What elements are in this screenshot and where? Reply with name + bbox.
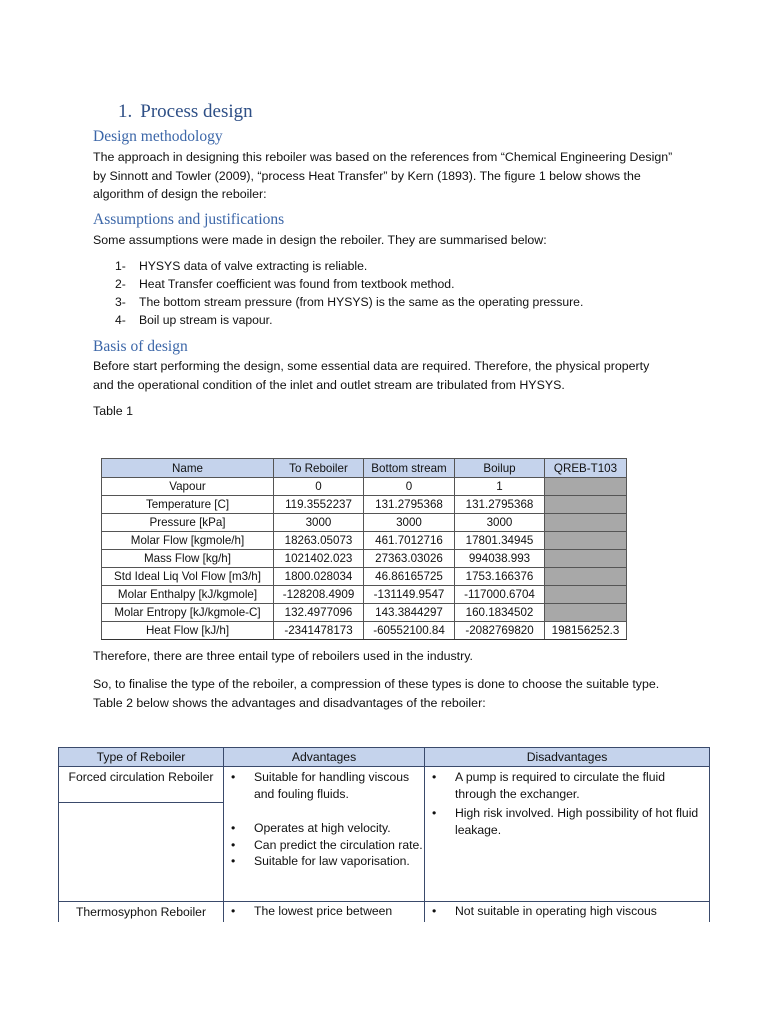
table-cell: Mass Flow [kg/h]: [102, 550, 274, 568]
table-cell: 3000: [274, 514, 364, 532]
table-row: [59, 767, 710, 803]
table-cell: 3000: [455, 514, 545, 532]
reboiler-type-name: Thermosyphon Reboiler: [75, 905, 207, 919]
table-row: [102, 568, 627, 586]
stream-properties-table: [101, 458, 627, 640]
methodology-text: The approach in designing this reboiler was based on the references from “Chemical Engineering Design” by Sinnott and Towler (2009), “process Heat Transfer” by Kern (1893). The figure 1 below shows the algorithm of design the reboiler:: [93, 150, 673, 201]
table1-label: [93, 402, 673, 421]
list-number: 2-: [115, 277, 126, 291]
table-cell: Pressure [kPa]: [102, 514, 274, 532]
advantages-cell: [224, 902, 425, 923]
table-cell: 27363.03026: [364, 550, 455, 568]
column-header: Advantages: [224, 748, 425, 767]
table-cell: 119.3552237: [274, 496, 364, 514]
table-cell-empty: [545, 496, 627, 514]
table-cell: 0: [274, 478, 364, 496]
table-row: [102, 586, 627, 604]
list-text: The bottom stream pressure (from HYSYS) is the same as the operating pressure.: [139, 295, 584, 309]
table-cell: Vapour: [102, 478, 274, 496]
list-item: [115, 257, 583, 275]
basis-paragraph: [93, 357, 673, 394]
methodology-paragraph: [93, 148, 673, 204]
list-text: Boil up stream is vapour.: [139, 313, 273, 327]
table-row: [59, 902, 710, 923]
table-cell: 994038.993: [455, 550, 545, 568]
after-table-text2: So, to finalise the type of the reboiler, a compression of these types is done to choose the suitable type. Table 2 below shows the advantages and disadvantages of the reboiler:: [93, 677, 660, 710]
list-number: 3-: [115, 295, 126, 309]
assumptions-list: [115, 257, 583, 329]
column-header: Disadvantages: [425, 748, 710, 767]
disadvantage-item: • High risk involved. High possibility of hot fluid leakage.: [425, 805, 709, 838]
basis-text: Before start performing the design, some essential data are required. Therefore, the physical property and the operational condition of the inlet and outlet stream are tribulated from HYSYS.: [93, 359, 650, 392]
advantage-item: • Operates at high velocity.: [224, 820, 424, 837]
table-cell: 131.2795368: [364, 496, 455, 514]
list-text: Heat Transfer coefficient was found from textbook method.: [139, 277, 455, 291]
column-header: Type of Reboiler: [59, 748, 224, 767]
disadvantages-cell: [425, 767, 710, 902]
disadvantages-cell: [425, 902, 710, 923]
list-item: [115, 293, 583, 311]
table-cell: 198156252.3: [545, 622, 627, 640]
section-title: Process design: [140, 101, 253, 122]
column-header: Bottom stream: [364, 459, 455, 478]
table-row: [102, 532, 627, 550]
column-header: To Reboiler: [274, 459, 364, 478]
list-number: 4-: [115, 313, 126, 327]
table-cell-empty: [545, 514, 627, 532]
section-heading: [118, 101, 253, 123]
table-cell: 1021402.023: [274, 550, 364, 568]
reboiler-type-cell: [59, 902, 224, 923]
table-cell: Std Ideal Liq Vol Flow [m3/h]: [102, 568, 274, 586]
after-table-line2: [93, 675, 673, 712]
basis-heading: Basis of design: [93, 338, 188, 355]
advantages-cell: [224, 767, 425, 902]
table-cell: 46.86165725: [364, 568, 455, 586]
list-number: 1-: [115, 259, 126, 273]
table-cell: -117000.6704: [455, 586, 545, 604]
table-cell: Molar Flow [kgmole/h]: [102, 532, 274, 550]
table-row: [102, 478, 627, 496]
assumptions-intro-text: Some assumptions were made in design the reboiler. They are summarised below:: [93, 233, 547, 247]
after-table-line1: [93, 647, 673, 666]
table-cell: Molar Entropy [kJ/kgmole-C]: [102, 604, 274, 622]
methodology-heading: Design methodology: [93, 128, 223, 145]
table-cell-empty: [545, 586, 627, 604]
table-cell: -60552100.84: [364, 622, 455, 640]
list-text: HYSYS data of valve extracting is reliable.: [139, 259, 368, 273]
table-header-row: [102, 459, 627, 478]
column-header: Name: [102, 459, 274, 478]
table-cell-empty: [545, 568, 627, 586]
table-cell-empty: [545, 604, 627, 622]
advantage-item: • Suitable for handling viscous and fouling fluids.: [224, 769, 424, 802]
table-cell: Temperature [C]: [102, 496, 274, 514]
table-cell: 17801.34945: [455, 532, 545, 550]
advantage-item: • Can predict the circulation rate.: [224, 837, 424, 854]
table-cell: 132.4977096: [274, 604, 364, 622]
reboiler-type-cell: [59, 767, 224, 803]
table-cell: -131149.9547: [364, 586, 455, 604]
table-cell: 131.2795368: [455, 496, 545, 514]
column-header: Boilup: [455, 459, 545, 478]
column-header: QREB-T103: [545, 459, 627, 478]
table-cell-empty: [545, 532, 627, 550]
table-cell: 1: [455, 478, 545, 496]
table-cell: 160.1834502: [455, 604, 545, 622]
table-cell: Heat Flow [kJ/h]: [102, 622, 274, 640]
table1-label-text: Table 1: [93, 404, 133, 418]
advantage-item: • The lowest price between: [224, 903, 424, 920]
table-cell: 143.3844297: [364, 604, 455, 622]
table-row: [102, 604, 627, 622]
table-cell: Molar Enthalpy [kJ/kgmole]: [102, 586, 274, 604]
table-cell: 0: [364, 478, 455, 496]
table-cell-empty: [545, 478, 627, 496]
list-item: [115, 311, 583, 329]
table-cell: 3000: [364, 514, 455, 532]
table-row: [102, 550, 627, 568]
reboiler-type-name: Forced circulation Reboiler: [68, 770, 214, 784]
table-row: [102, 496, 627, 514]
table-cell: 461.7012716: [364, 532, 455, 550]
section-number: 1.: [118, 101, 133, 122]
empty-cell: [59, 803, 224, 902]
table-cell-empty: [545, 550, 627, 568]
disadvantage-item: • A pump is required to circulate the fluid through the exchanger.: [425, 769, 709, 802]
table-cell: 1800.028034: [274, 568, 364, 586]
advantage-item: • Suitable for law vaporisation.: [224, 853, 424, 870]
assumptions-intro: [93, 231, 673, 250]
table-cell: 1753.166376: [455, 568, 545, 586]
assumptions-heading: Assumptions and justifications: [93, 211, 285, 228]
list-item: [115, 275, 583, 293]
table-row: [102, 622, 627, 640]
table-cell: -2082769820: [455, 622, 545, 640]
table-cell: -2341478173: [274, 622, 364, 640]
after-table-text1: Therefore, there are three entail type of reboilers used in the industry.: [93, 649, 473, 663]
disadvantage-item: • Not suitable in operating high viscous: [425, 903, 709, 920]
table-cell: 18263.05073: [274, 532, 364, 550]
table-row: [102, 514, 627, 532]
reboiler-comparison-table: [58, 747, 710, 922]
table-header-row: [59, 748, 710, 767]
table-cell: -128208.4909: [274, 586, 364, 604]
